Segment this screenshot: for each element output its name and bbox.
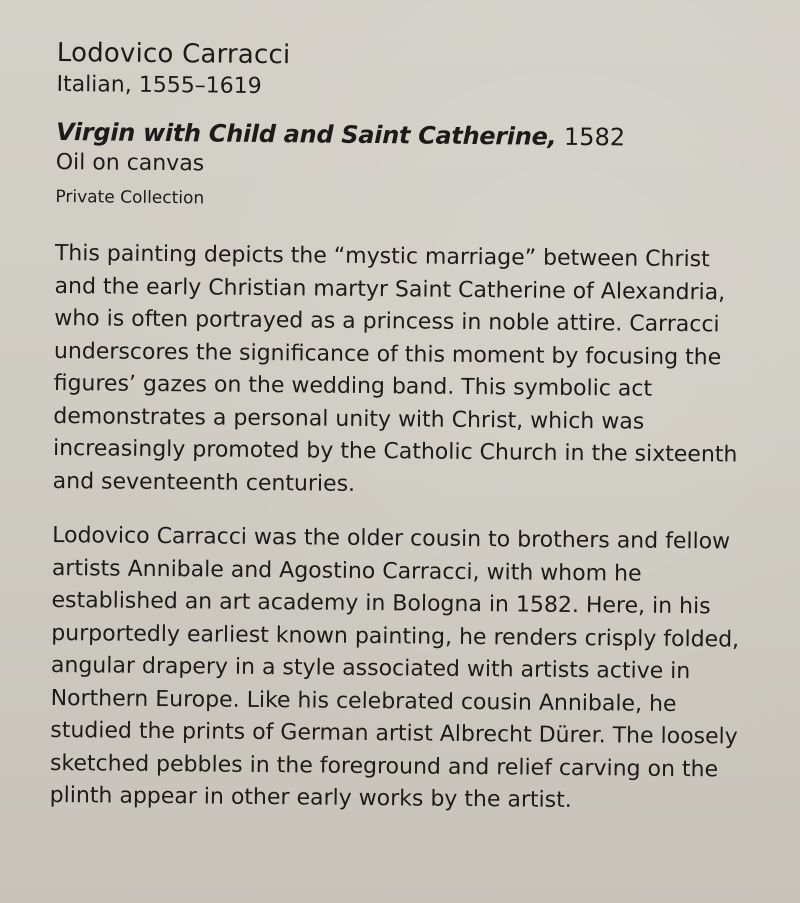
- paragraph-line: established an art academy in Bologna in 1582. Here, in his: [51, 587, 711, 620]
- paragraph-line: who is often portrayed as a princess in noble attire. Carracci: [54, 305, 720, 338]
- artwork-year: 1582: [563, 122, 626, 152]
- paragraph-line: figures’ gazes on the wedding band. This symbolic act: [53, 370, 653, 402]
- paragraph-line: artists Annibale and Agostino Carracci, with whom he: [51, 555, 642, 587]
- paragraph-line: Lodovico Carracci was the older cousin to brothers and fellow: [52, 522, 731, 555]
- credit-line: Private Collection: [55, 186, 205, 209]
- paragraph-line: and seventeenth centuries.: [52, 468, 356, 497]
- label-content: [50, 36, 777, 819]
- description-paragraph-1: [53, 238, 755, 505]
- artwork-title: Virgin with Child and Saint Catherine,: [55, 117, 557, 151]
- paragraph-line: purportedly earliest known painting, he renders crisply folded,: [51, 620, 740, 653]
- paragraph-line: plinth appear in other early works by the artist.: [49, 782, 572, 813]
- paragraph-line: and the early Christian martyr Saint Catherine of Alexandria,: [54, 273, 726, 305]
- paragraph-line: demonstrates a personal unity with Christ, which was: [53, 403, 645, 435]
- artwork-medium: Oil on canvas: [55, 149, 205, 177]
- description-paragraph-2: [50, 520, 753, 819]
- paragraph-line: This painting depicts the “mystic marriage” between Christ: [54, 240, 710, 273]
- paragraph-line: sketched pebbles in the foreground and relief carving on the: [49, 750, 719, 782]
- paragraph-line: underscores the significance of this moment by focusing the: [53, 338, 722, 370]
- artist-nationality-dates: Italian, 1555–1619: [56, 71, 262, 99]
- artist-name: Lodovico Carracci: [56, 37, 291, 71]
- paragraph-line: increasingly promoted by the Catholic Church in the sixteenth: [52, 435, 738, 468]
- paragraph-line: Northern Europe. Like his celebrated cousin Annibale, he: [50, 685, 677, 717]
- paragraph-line: angular drapery in a style associated with artists active in: [50, 652, 691, 685]
- paragraph-line: studied the prints of German artist Albrecht Dürer. The loosely: [50, 717, 738, 750]
